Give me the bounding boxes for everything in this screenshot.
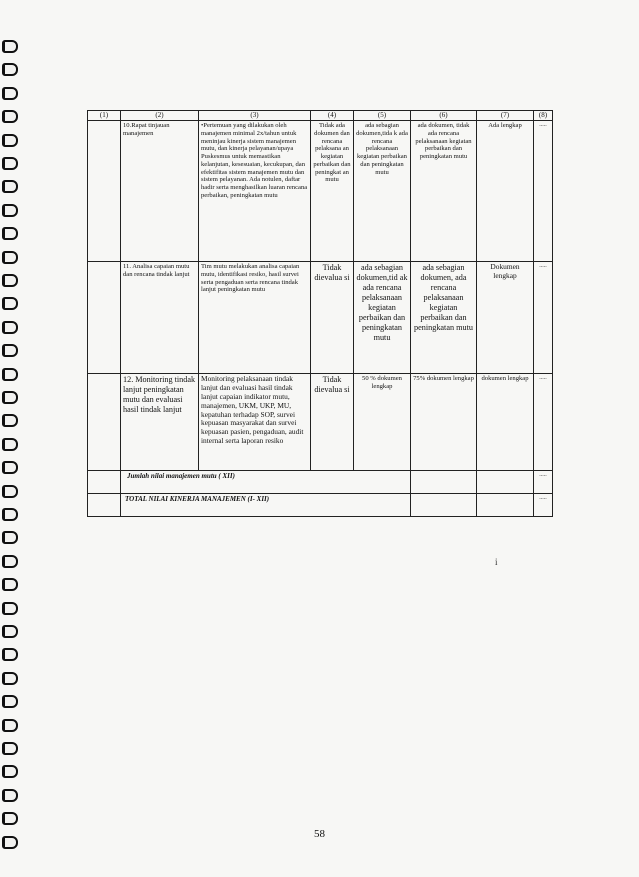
binding-ring [2,719,18,732]
binding-ring [2,648,18,661]
cell-score-7: ada sebagian dokumen, ada rencana pelaksanaan kegiatan perbaikan dan peningkatan mutu [411,262,477,374]
table-row [88,262,553,374]
binding-ring [2,695,18,708]
binding-ring [2,227,18,240]
cell-indicator: 10.Rapat tinjauan manajemen [121,121,199,262]
cell-value: ..... [534,262,553,374]
cell-score-10: Dokumen lengkap [477,262,534,374]
binding-ring [2,204,18,217]
binding-ring [2,274,18,287]
header-col-4: (4) [311,111,354,121]
binding-ring [2,40,18,53]
binding-ring [2,531,18,544]
binding-ring [2,251,18,264]
cell-indicator: 12. Monitoring tindak lanjut peningkatan mutu dan evaluasi hasil tindak lanjut [121,374,199,471]
binding-ring [2,555,18,568]
summary-value: ..... [534,494,553,517]
header-col-1: (1) [88,111,121,121]
binding-ring [2,134,18,147]
cell-definition: Tim mutu melakukan analisa capaian mutu, identifikasi resiko, hasil survei serta pengaduan serta rencana tindak lanjut peningkatan mutu [199,262,311,374]
header-col-2: (2) [121,111,199,121]
binding-ring [2,180,18,193]
binding-ring [2,508,18,521]
binding-ring [2,578,18,591]
binding-ring [2,789,18,802]
binding-ring [2,625,18,638]
binding-ring [2,672,18,685]
binding-ring [2,812,18,825]
summary-row [88,471,553,494]
binding-ring [2,765,18,778]
cell-number [88,121,121,262]
assessment-table [87,110,553,517]
binding-ring [2,321,18,334]
cell-score-4: ada sebagian dokumen,tid ak ada rencana pelaksanaan kegiatan perbaikan dan peningkatan mutu [354,262,411,374]
cell-value: ..... [534,374,553,471]
cell-score-4: ada sebagian dokumen,tida k ada rencana pelaksanaan kegiatan perbaikan dan peningkatan mutu [354,121,411,262]
summary-blank [411,471,477,494]
summary-label-total: TOTAL NILAI KINERJA MANAJEMEN (I- XII) [121,494,411,517]
cell-score-7: ada dokumen, tidak ada rencana pelaksanaan kegiatan perbaikan dan peningkatan mutu [411,121,477,262]
summary-blank [477,494,534,517]
cell-score-7: 75% dokumen lengkap [411,374,477,471]
binding-ring [2,461,18,474]
cell-definition: •Pertemuan yang dilakukan oleh manajemen minimal 2x/tahun untuk meninjau kinerja sistem manajemen mutu, dan kinerja pelayanan/upaya Puskesmus untuk memastikan kelanjutan, kesesuaian, kecukupan, dan efektifitas sistem manajemen mutu dan sistem pelayanan. Ada notulen, daftar hadir serta menghasilkan luaran rencana perbaikan, peningkatan mutu [199,121,311,262]
binding-ring [2,602,18,615]
binding-ring [2,438,18,451]
header-row [88,111,553,121]
table-row [88,121,553,262]
summary-blank [411,494,477,517]
binding-ring [2,414,18,427]
binding-ring [2,742,18,755]
header-col-7: (7) [477,111,534,121]
cell-score-0: Tidak ada dokumen dan rencana pelaksana an kegiatan perbaikan dan peningkat an mutu [311,121,354,262]
binding-ring [2,110,18,123]
binding-ring [2,344,18,357]
summary-blank [88,494,121,517]
binding-ring [2,391,18,404]
cell-score-0: Tidak dievalua si [311,262,354,374]
table-row [88,374,553,471]
binding-ring [2,485,18,498]
cell-value: ..... [534,121,553,262]
header-col-6: (6) [411,111,477,121]
cell-number [88,262,121,374]
header-col-8: (8) [534,111,553,121]
margin-mark: i [495,557,498,567]
cell-definition: Monitoring pelaksanaan tindak lanjut dan evaluasi hasil tindak lanjut capaian indikator mutu, manajemen, UKM, UKP, MU, kepatuhan terhadap SOP, survei kepuasan masyarakat dan survei kepuasan pasien, pengaduan, audit internal serta laporan resiko [199,374,311,471]
binding-ring [2,157,18,170]
header-col-3: (3) [199,111,311,121]
summary-value: ..... [534,471,553,494]
binding-ring [2,87,18,100]
cell-indicator: 11. Analisa capaian mutu dan rencana tindak lanjut [121,262,199,374]
summary-row [88,494,553,517]
summary-blank [88,471,121,494]
binding-ring [2,297,18,310]
spiral-binding [0,40,16,860]
cell-score-10: dokumen lengkap [477,374,534,471]
page-number: 58 [314,828,325,840]
binding-ring [2,368,18,381]
cell-score-4: 50 % dokumen lengkap [354,374,411,471]
header-col-5: (5) [354,111,411,121]
summary-label-quality: Jumlah nilai manajemen mutu ( XII) [121,471,411,494]
binding-ring [2,63,18,76]
cell-score-0: Tidak dievalua si [311,374,354,471]
summary-blank [477,471,534,494]
cell-score-10: Ada lengkap [477,121,534,262]
cell-number [88,374,121,471]
